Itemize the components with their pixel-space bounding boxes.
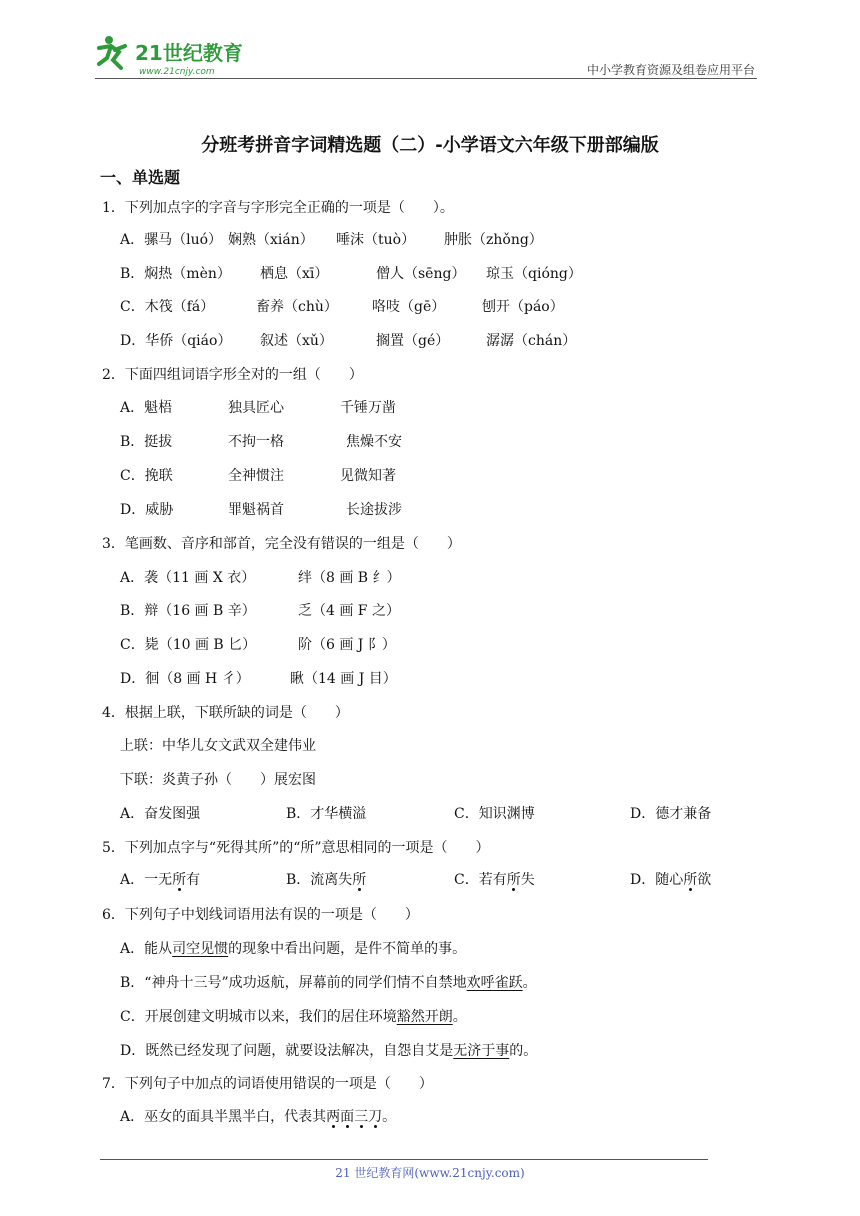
q1-d-2: 叙述（xǔ） <box>260 333 333 349</box>
q4-upper-couplet: 上联：中华儿女文武双全建伟业 <box>120 738 316 754</box>
header-divider <box>95 78 757 79</box>
q2-option-a <box>120 398 396 418</box>
q2-a-1: A．魁梧 <box>120 400 173 416</box>
logo-21cnjy <box>95 34 260 78</box>
q1-d-3: 搁置（gé） <box>376 333 450 349</box>
q2-a-3: 千锤万凿 <box>340 400 396 416</box>
q2-c-3: 见微知著 <box>340 468 396 484</box>
q1-option-d <box>120 331 576 351</box>
q1-d-1: D．华侨（qiáo） <box>120 333 232 349</box>
page-title: 分班考拼音字词精选题（二）-小学语文六年级下册部编版 <box>201 135 659 156</box>
q4-options <box>120 804 711 824</box>
q1-option-b <box>120 264 582 284</box>
q3-a-2: 绊（8 画 B 纟） <box>298 570 401 586</box>
q5-option-d: D．随心所欲 <box>630 872 712 888</box>
q2-a-2: 独具匠心 <box>228 400 284 416</box>
q1-c-3: 咯吱（gē） <box>372 299 446 315</box>
question-3: 3．笔画数、音序和部首，完全没有错误的一组是（ ） <box>102 536 461 552</box>
q7-a-dotted-1: 两 <box>326 1109 341 1125</box>
q6-option-c: C．开展创建文明城市以来，我们的居住环境豁然开朗。 <box>120 1009 467 1025</box>
platform-name: 中小学教育资源及组卷应用平台 <box>586 63 755 77</box>
q2-d-1: D．威胁 <box>120 502 174 518</box>
q3-b-2: 乏（4 画 F 之） <box>298 603 400 619</box>
question-1: 1．下列加点字的字音与字形完全正确的一项是（ ）。 <box>102 200 454 216</box>
logo-url: www.21cnjy.com <box>139 67 215 77</box>
q6-d-underlined: 无济于事 <box>453 1043 510 1059</box>
q3-c-2: 阶（6 画 J 阝） <box>298 637 396 653</box>
q3-option-a <box>120 568 401 588</box>
q5-options <box>120 870 711 890</box>
q1-option-a <box>120 230 543 250</box>
q1-b-1: B．焖热（mèn） <box>120 266 231 282</box>
question-4: 4．根据上联，下联所缺的词是（ ） <box>102 705 349 721</box>
q4-option-a: A．奋发图强 <box>120 806 201 822</box>
page-header <box>95 34 757 78</box>
q5-option-a: A．一无所有 <box>120 872 201 888</box>
q2-option-b <box>120 432 402 452</box>
q7-a-dotted-3: 三 <box>354 1109 369 1125</box>
q3-c-1: C．毙（10 画 B 匕） <box>120 637 257 653</box>
footer-divider <box>100 1159 708 1160</box>
q1-c-2: 畜养（chù） <box>256 299 338 315</box>
q1-c-4: 刨开（páo） <box>482 299 564 315</box>
footer-link[interactable]: 21 世纪教育网(www.21cnjy.com) <box>335 1166 525 1180</box>
section-heading: 一、单选题 <box>100 168 181 187</box>
q1-a-4: 肿胀（zhǒng） <box>444 232 543 248</box>
q2-c-2: 全神惯注 <box>228 468 284 484</box>
q5-d-dotted: 所 <box>683 872 698 888</box>
q2-option-c <box>120 466 396 486</box>
q1-d-4: 潺潺（chán） <box>486 333 577 349</box>
q5-option-b: B．流离失所 <box>286 872 367 888</box>
question-5: 5．下列加点字与“死得其所”的“所”意思相同的一项是（ ） <box>102 840 490 856</box>
q3-d-2: 瞅（14 画 J 目） <box>290 671 397 687</box>
q2-d-2: 罪魁祸首 <box>228 502 284 518</box>
q3-option-b <box>120 601 400 621</box>
q2-option-d <box>120 500 402 520</box>
q4-option-b: B．才华横溢 <box>286 806 367 822</box>
q4-option-d: D．德才兼备 <box>630 806 712 822</box>
q7-option-a: A．巫女的面具半黑半白，代表其两面三刀。 <box>120 1109 397 1125</box>
q5-a-dotted: 所 <box>172 872 187 888</box>
q2-b-3: 焦燥不安 <box>346 434 402 450</box>
q6-option-d: D．既然已经发现了问题，就要设法解决，自怨自艾是无济于事的。 <box>120 1043 538 1059</box>
q1-a-2: 娴熟（xián） <box>228 232 314 248</box>
q2-b-1: B．挺拔 <box>120 434 173 450</box>
q3-a-1: A．袭（11 画 X 衣） <box>120 570 256 586</box>
q3-option-d <box>120 669 397 689</box>
q6-a-underlined: 司空见惯 <box>172 941 229 957</box>
question-2: 2．下面四组词语字形全对的一组（ ） <box>102 367 363 383</box>
q5-c-dotted: 所 <box>506 872 521 888</box>
q7-a-dotted-4: 刀 <box>368 1109 383 1125</box>
q2-c-1: C．挽联 <box>120 468 173 484</box>
logo-text: 21世纪教育 <box>135 41 243 65</box>
q1-c-1: C．木筏（fá） <box>120 299 215 315</box>
q1-a-1: A．骡马（luó） <box>120 232 223 248</box>
q1-b-3: 僧人（sēng） <box>376 266 466 282</box>
q7-a-dotted-2: 面 <box>340 1109 355 1125</box>
q2-d-3: 长途拔涉 <box>346 502 402 518</box>
q1-option-c <box>120 297 564 317</box>
question-6: 6．下列句子中划线词语用法有误的一项是（ ） <box>102 907 419 923</box>
q6-c-underlined: 豁然开朗 <box>396 1009 453 1025</box>
q3-d-1: D．徊（8 画 H 彳） <box>120 671 250 687</box>
q1-b-2: 栖息（xī） <box>260 266 329 282</box>
q5-b-dotted: 所 <box>352 872 367 888</box>
q5-option-c: C．若有所失 <box>454 872 535 888</box>
q6-option-b: B．“神舟十三号”成功返航，屏幕前的同学们情不自禁地欢呼雀跃。 <box>120 975 537 991</box>
question-7: 7．下列句子中加点的词语使用错误的一项是（ ） <box>102 1076 433 1092</box>
q4-lower-couplet: 下联：炎黄子孙（ ）展宏图 <box>120 772 316 788</box>
q1-b-4: 琼玉（qióng） <box>486 266 582 282</box>
q2-b-2: 不拘一格 <box>228 434 284 450</box>
q3-b-1: B．辩（16 画 B 辛） <box>120 603 256 619</box>
q1-a-3: 唾沫（tuò） <box>336 232 416 248</box>
q6-option-a: A．能从司空见惯的现象中看出问题，是件不简单的事。 <box>120 941 467 957</box>
q6-b-underlined: 欢呼雀跃 <box>466 975 523 991</box>
q4-option-c: C．知识渊博 <box>454 806 535 822</box>
q3-option-c <box>120 635 396 655</box>
